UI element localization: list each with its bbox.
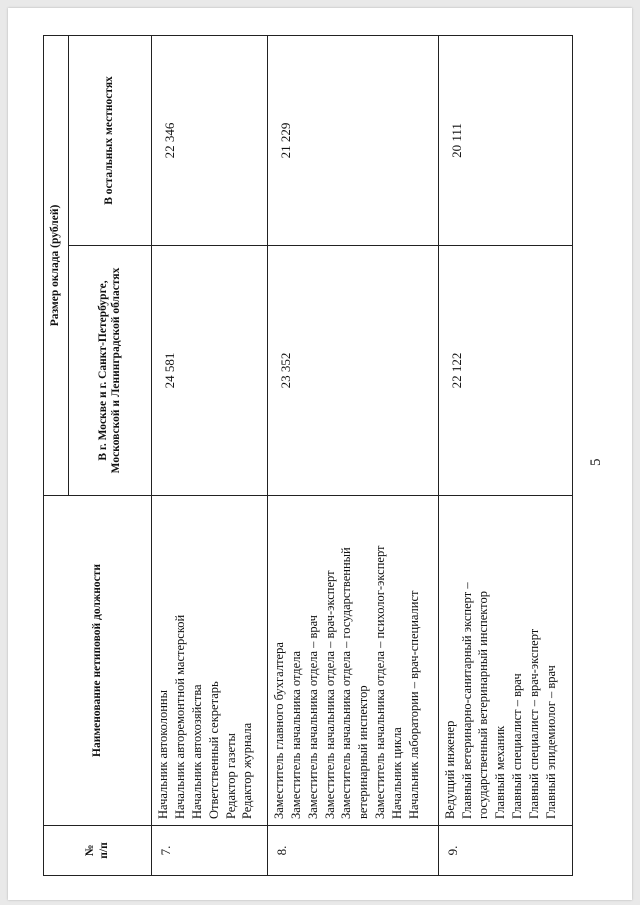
header-moscow: В г. Москве и г. Санкт-Петербурге, Московской и Ленинградской областях xyxy=(69,246,152,496)
position-name: государственный ветеринарный инспектор xyxy=(476,591,491,819)
rotated-content xyxy=(33,26,603,886)
row-number: 7. xyxy=(152,826,268,876)
position-name: Заместитель начальника отдела xyxy=(288,651,303,819)
position-name: Главный специалист – врач-эксперт xyxy=(527,628,542,819)
position-name: Главный механик xyxy=(493,725,508,819)
position-name: Начальник автохозяйства xyxy=(189,684,204,819)
position-names xyxy=(438,496,572,826)
position-names xyxy=(267,496,438,826)
position-name: Начальник автоколонны xyxy=(156,689,170,819)
salary-moscow: 22 122 xyxy=(438,246,572,496)
row-number: 9. xyxy=(438,826,572,876)
salary-other: 20 111 xyxy=(438,35,572,245)
position-name: Редактор газеты xyxy=(223,733,238,819)
page-number: 5 xyxy=(588,458,604,466)
position-name: ветеринарный инспектор xyxy=(356,685,371,819)
table-row xyxy=(267,35,438,875)
table-row xyxy=(438,35,572,875)
position-name: Главный эпидемиолог – врач xyxy=(543,665,558,819)
salary-moscow: 24 581 xyxy=(152,246,268,496)
position-name: Заместитель начальника отдела – врач-эксперт xyxy=(322,570,337,819)
header-row-1 xyxy=(44,35,69,875)
position-name: Заместитель начальника отдела – государственный xyxy=(339,547,354,819)
row-number: 8. xyxy=(267,826,438,876)
position-name: Заместитель начальника отдела – психолог-эксперт xyxy=(373,545,388,819)
position-name: Начальник лаборатории – врач-специалист xyxy=(406,590,421,819)
position-name: Ответственный секретарь xyxy=(206,681,221,819)
salary-other: 21 229 xyxy=(267,35,438,245)
document-page xyxy=(8,8,632,900)
position-name: Главный ветеринарно-санитарный эксперт – xyxy=(459,582,474,819)
table-row xyxy=(152,35,268,875)
header-salary-group: Размер оклада (рублей) xyxy=(44,35,69,495)
position-name: Главный специалист – врач xyxy=(510,673,525,819)
position-name: Ведущий инженер xyxy=(442,720,457,819)
salary-table xyxy=(43,35,573,876)
salary-other: 22 346 xyxy=(152,35,268,245)
position-name: Редактор журнала xyxy=(240,722,255,819)
position-names xyxy=(152,496,268,826)
header-position-name: Наименование нетиповой должности xyxy=(44,496,152,826)
salary-moscow: 23 352 xyxy=(267,246,438,496)
header-num xyxy=(44,826,152,876)
position-name: Заместитель главного бухгалтера xyxy=(271,642,286,819)
position-name: Заместитель начальника отдела – врач xyxy=(305,615,320,819)
position-name: Начальник цикла xyxy=(390,727,405,819)
position-name: Начальник авторемонтной мастерской xyxy=(172,614,187,819)
header-num-text: № п/п xyxy=(84,842,110,859)
header-other: В остальных местностях xyxy=(69,35,152,245)
